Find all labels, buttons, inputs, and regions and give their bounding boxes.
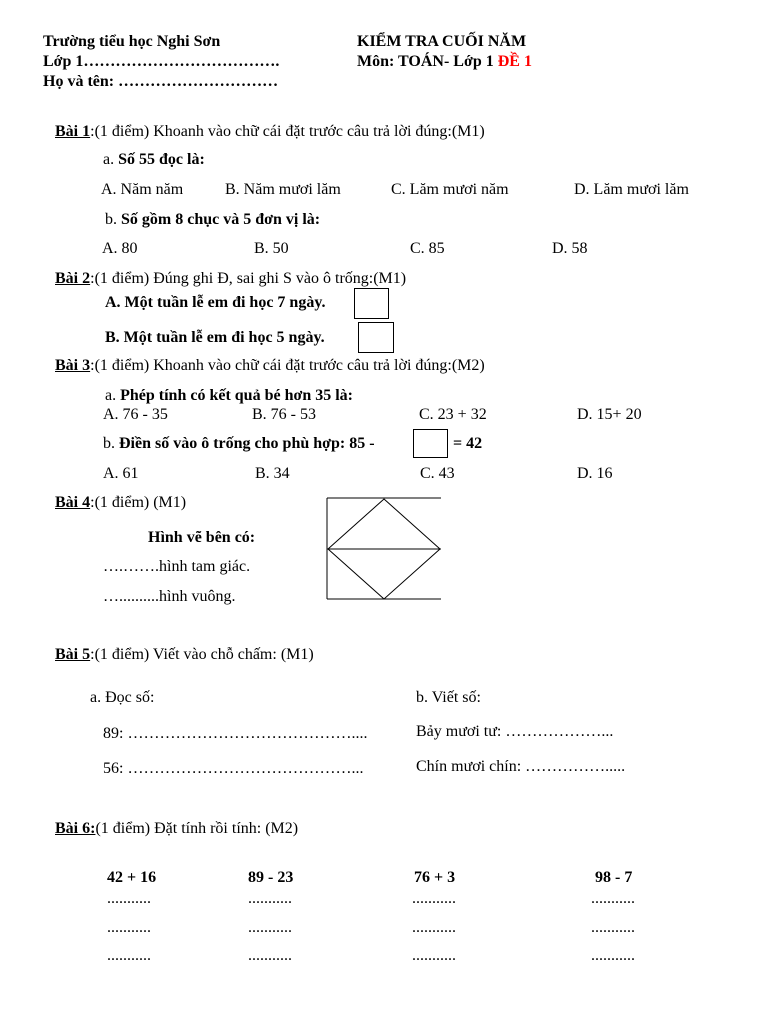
b3-a-option: B. 76 - 53 bbox=[252, 406, 316, 423]
school-name: Trường tiểu học Nghi Sơn bbox=[43, 33, 221, 50]
b3-b-result: = 42 bbox=[453, 435, 483, 452]
b2-statement-a: A. Một tuần lễ em đi học 7 ngày. bbox=[105, 294, 326, 311]
b3-desc: :(1 điểm) Khoanh vào chữ cái đặt trước câu trả lời đúng:(M2) bbox=[90, 357, 485, 374]
b6-work-line[interactable]: ........... bbox=[591, 947, 635, 964]
b4-title bbox=[55, 495, 186, 511]
b3-b-option: A. 61 bbox=[103, 465, 139, 482]
b5-label: Bài 5 bbox=[55, 646, 91, 663]
b1-b-option: C. 85 bbox=[410, 240, 445, 257]
b1-a-question bbox=[103, 152, 205, 168]
b6-work-line[interactable]: ........... bbox=[107, 919, 151, 936]
b1-b-prefix: b. bbox=[105, 211, 117, 228]
b3-b-option: C. 43 bbox=[420, 465, 455, 482]
b5-write-74[interactable]: Bảy mươi tư: ………………... bbox=[416, 723, 614, 740]
b4-square-count: …..........hình vuông. bbox=[103, 588, 236, 605]
b5-read-89[interactable]: 89: …………………………………….... bbox=[103, 725, 368, 742]
b5-write-99[interactable]: Chín mươi chín: ……………..... bbox=[416, 758, 626, 775]
exam-title: KIỂM TRA CUỐI NĂM bbox=[357, 33, 527, 50]
subject-text: Môn: TOÁN- Lớp 1 bbox=[357, 53, 494, 70]
b1-b-option: D. 58 bbox=[552, 240, 588, 257]
b1-a-option: A. Năm năm bbox=[101, 181, 184, 198]
b4-geometry-figure bbox=[326, 497, 442, 600]
b6-work-line[interactable]: ........... bbox=[591, 890, 635, 907]
b1-title bbox=[55, 124, 485, 140]
b1-a-prefix: a. bbox=[103, 151, 115, 168]
b6-work-line[interactable]: ........... bbox=[248, 947, 292, 964]
b2-answer-box-b[interactable] bbox=[358, 322, 394, 353]
class-line: Lớp 1………………………………. bbox=[43, 53, 280, 70]
b6-title bbox=[55, 821, 298, 837]
b3-a-text: Phép tính có kết quả bé hơn 35 là: bbox=[120, 387, 354, 404]
b6-work-line[interactable]: ........... bbox=[591, 919, 635, 936]
b3-title bbox=[55, 358, 485, 374]
b1-b-option: A. 80 bbox=[102, 240, 138, 257]
b4-triangle-count: ….…….hình tam giác. bbox=[103, 558, 251, 575]
b6-expression: 42 + 16 bbox=[107, 869, 157, 886]
b6-work-line[interactable]: ........... bbox=[412, 890, 456, 907]
b1-b-option: B. 50 bbox=[254, 240, 289, 257]
b6-work-line[interactable]: ........... bbox=[412, 947, 456, 964]
b1-b-text: Số gồm 8 chục và 5 đơn vị là: bbox=[121, 211, 321, 228]
b3-b-question bbox=[103, 436, 375, 452]
b2-title bbox=[55, 271, 406, 287]
b3-a-question bbox=[105, 388, 353, 404]
b6-label: Bài 6: bbox=[55, 820, 96, 837]
student-name-line: Họ và tên: ………………………… bbox=[43, 73, 279, 90]
b5-read-heading: a. Đọc số: bbox=[90, 689, 155, 706]
b5-write-heading: b. Viết số: bbox=[416, 689, 481, 706]
b3-b-text: Điền số vào ô trống cho phù hợp: 85 - bbox=[119, 435, 375, 452]
b5-read-56[interactable]: 56: ……………………………………... bbox=[103, 760, 364, 777]
b6-work-line[interactable]: ........... bbox=[107, 890, 151, 907]
b2-label: Bài 2 bbox=[55, 270, 91, 287]
b1-a-option: B. Năm mươi lăm bbox=[225, 181, 341, 198]
b4-heading: Hình vẽ bên có: bbox=[148, 529, 256, 546]
b6-work-line[interactable]: ........... bbox=[107, 947, 151, 964]
b5-title bbox=[55, 647, 314, 663]
b5-desc: :(1 điểm) Viết vào chỗ chấm: (M1) bbox=[90, 646, 314, 663]
subject-line bbox=[357, 54, 532, 70]
b6-desc: (1 điểm) Đặt tính rồi tính: (M2) bbox=[95, 820, 299, 837]
b1-desc: :(1 điểm) Khoanh vào chữ cái đặt trước câu trả lời đúng:(M1) bbox=[90, 123, 485, 140]
b3-a-option: A. 76 - 35 bbox=[103, 406, 168, 423]
b1-b-question bbox=[105, 212, 320, 228]
b3-label: Bài 3 bbox=[55, 357, 91, 374]
b6-work-line[interactable]: ........... bbox=[412, 919, 456, 936]
b3-blank-box[interactable] bbox=[413, 429, 448, 458]
b3-b-option: D. 16 bbox=[577, 465, 613, 482]
b6-expression: 89 - 23 bbox=[248, 869, 294, 886]
b4-label: Bài 4 bbox=[55, 494, 91, 511]
b3-a-prefix: a. bbox=[105, 387, 117, 404]
b4-desc: :(1 điểm) (M1) bbox=[90, 494, 187, 511]
b6-work-line[interactable]: ........... bbox=[248, 919, 292, 936]
b2-desc: :(1 điểm) Đúng ghi Đ, sai ghi S vào ô trống:(M1) bbox=[90, 270, 407, 287]
b1-a-text: Số 55 đọc là: bbox=[118, 151, 205, 168]
b3-a-option: C. 23 + 32 bbox=[419, 406, 487, 423]
b3-b-prefix: b. bbox=[103, 435, 115, 452]
b3-b-option: B. 34 bbox=[255, 465, 290, 482]
b2-answer-box-a[interactable] bbox=[354, 288, 389, 319]
b1-label: Bài 1 bbox=[55, 123, 91, 140]
b6-work-line[interactable]: ........... bbox=[248, 890, 292, 907]
b1-a-option: C. Lăm mươi năm bbox=[391, 181, 509, 198]
b3-a-option: D. 15+ 20 bbox=[577, 406, 642, 423]
b6-expression: 76 + 3 bbox=[414, 869, 456, 886]
b1-a-option: D. Lăm mươi lăm bbox=[574, 181, 689, 198]
exam-version: ĐỀ 1 bbox=[497, 53, 532, 70]
b2-statement-b: B. Một tuần lễ em đi học 5 ngày. bbox=[105, 329, 325, 346]
b6-expression: 98 - 7 bbox=[595, 869, 633, 886]
